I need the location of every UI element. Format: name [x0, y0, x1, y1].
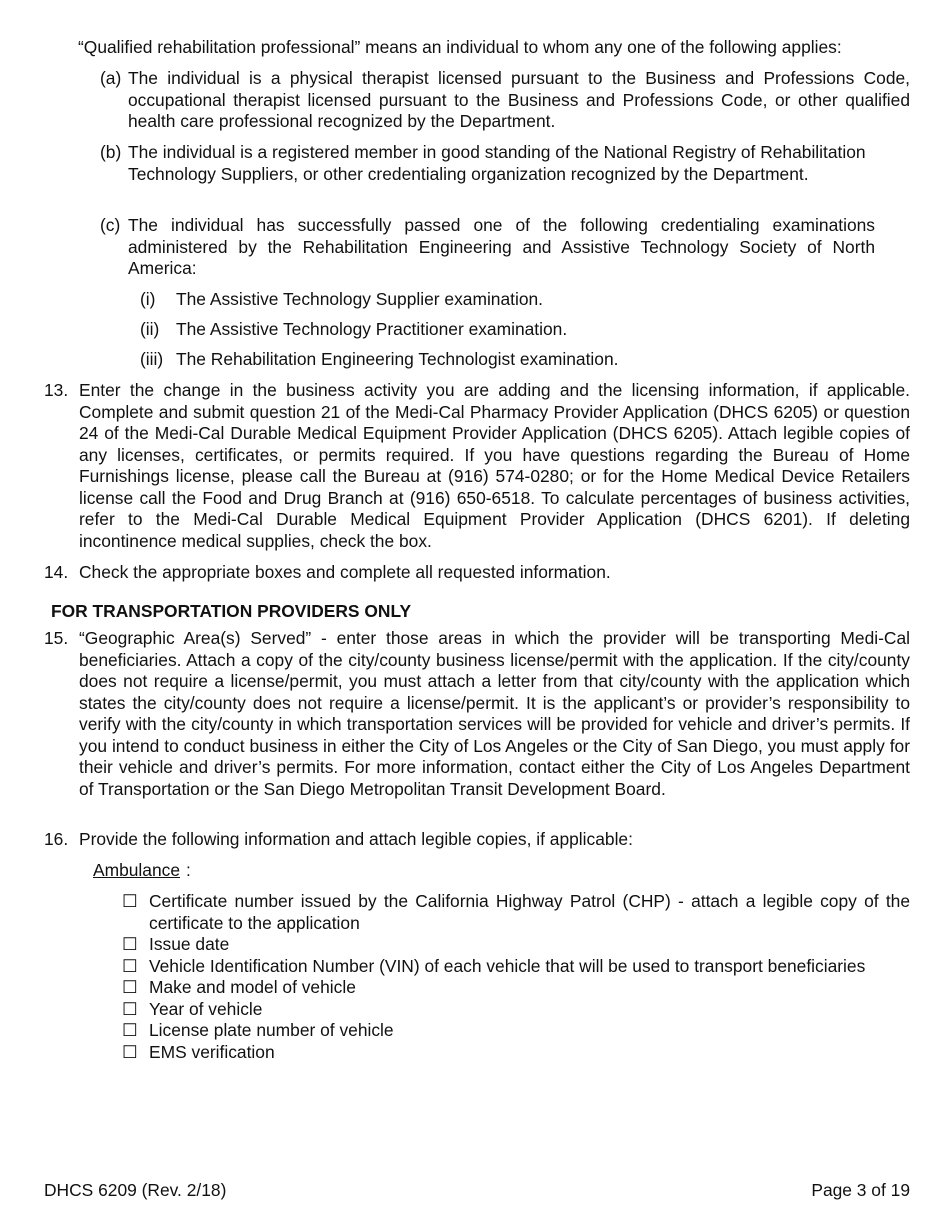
item-number: 14. [44, 562, 69, 582]
sublist-item-iii [140, 349, 900, 371]
checkbox-icon: ☐ [122, 955, 138, 976]
item-text: Check the appropriate boxes and complete all requested information. [79, 562, 611, 582]
ambulance-subheading [93, 860, 180, 882]
checkbox-icon: ☐ [122, 1020, 138, 1040]
list-text: The individual is a registered member in good standing of the National Registry of Rehabilitation Technology Suppliers, or other credentialing organization recognized by the Department. [128, 142, 866, 184]
numbered-item-14 [44, 562, 910, 584]
page-number: Page 3 of 19 [811, 1180, 910, 1200]
subheading-text: Ambulance [93, 860, 181, 880]
checklist-text: Vehicle Identification Number (VIN) of each vehicle that will be used to transport beneficiaries [149, 955, 866, 976]
checklist-item [122, 934, 910, 956]
checkbox-icon: ☐ [122, 977, 138, 997]
item-number: 16. [44, 829, 69, 849]
checklist-item [122, 956, 910, 978]
sublist-item-ii [140, 319, 900, 341]
list-label: (c) [100, 215, 121, 235]
form-number: DHCS 6209 (Rev. 2/18) [44, 1180, 227, 1200]
list-label: (a) [100, 68, 122, 88]
numbered-item-16 [44, 829, 910, 851]
checklist-item [122, 1042, 910, 1064]
checkbox-icon: ☐ [122, 934, 138, 954]
item-number: 15. [44, 628, 69, 648]
list-text: The individual has successfully passed one of the following credentialing examinations administered by the Rehabilitation Engineering and Assistive Technology Society of North America: [128, 215, 875, 278]
section-heading: FOR TRANSPORTATION PROVIDERS ONLY [51, 601, 412, 621]
list-label: (iii) [140, 349, 164, 369]
checklist-text: Year of vehicle [149, 998, 263, 1019]
intro-paragraph: “Qualified rehabilitation professional” means an individual to whom any one of the following applies: [78, 37, 842, 57]
checkbox-icon: ☐ [122, 1041, 138, 1062]
list-label: (ii) [140, 319, 160, 339]
list-item-a [100, 68, 910, 133]
checklist-item [122, 977, 910, 999]
checklist-text: Certificate number issued by the California Highway Patrol (CHP) - attach a legible copy of the certificate to the application [149, 891, 910, 933]
checklist-text: Issue date [149, 934, 230, 954]
subheading-colon: : [186, 860, 191, 880]
item-text: Provide the following information and attach legible copies, if applicable: [79, 829, 633, 849]
checklist-item [122, 999, 910, 1021]
numbered-item-15 [44, 628, 910, 800]
list-item-c [100, 215, 875, 280]
checklist-text: Make and model of vehicle [149, 977, 356, 997]
numbered-item-13 [44, 380, 910, 552]
item-text: Enter the change in the business activity you are adding and the licensing information, if applicable. Complete and submit question 21 of the Medi-Cal Pharmacy Provider Application (DHCS 6205) or question 24 of the Medi-Cal Durable Medical Equipment Provider Application (DHCS 6205). Attach legible copies of any licenses, certificates, or permits required. If you have questions regarding the Bureau of Home Furnishings license, please call the Bureau at (916) 574-0280; or for the Home Medical Device Retailers license call the Food and Drug Branch at (916) 650-6518. To calculate percentages of business activities, refer to the Medi-Cal Durable Medical Equipment Provider Application (DHCS 6201). If deleting incontinence medical supplies, check the box. [79, 380, 910, 551]
item-number: 13. [44, 380, 69, 400]
checklist-item [122, 891, 910, 934]
sublist-item-i [140, 289, 900, 311]
checklist-text: EMS verification [149, 1041, 275, 1062]
checklist-item [122, 1020, 910, 1042]
list-text: The Assistive Technology Practitioner examination. [176, 319, 568, 339]
ambulance-checklist [122, 891, 910, 1063]
list-text: The Rehabilitation Engineering Technologist examination. [176, 349, 619, 369]
checklist-text: License plate number of vehicle [149, 1020, 394, 1040]
list-label: (b) [100, 142, 122, 162]
list-text: The Assistive Technology Supplier examination. [176, 289, 544, 309]
item-text: “Geographic Area(s) Served” - enter those areas in which the provider will be transporting Medi-Cal beneficiaries. Attach a copy of the city/county business license/permit with the application. If the city/county does not require a license/permit, you must attach a letter from that city/county with the application which states the city/county does not require a license/permit. It is the applicant’s or provider’s responsibility to verify with the city/county in which transportation services will be provided for vehicle and driver’s permits. If you intend to conduct business in either the City of Los Angeles or the City of San Diego, you must apply for their vehicle and driver’s permits. For more information, contact either the City of Los Angeles Department of Transportation or the San Diego Metropolitan Transit Development Board. [79, 628, 910, 799]
checkbox-icon: ☐ [122, 891, 138, 911]
list-text: The individual is a physical therapist licensed pursuant to the Business and Professions Code, occupational therapist licensed pursuant to the Business and Professions Code, or other qualified health care professional recognized by the Department. [128, 68, 910, 131]
checkbox-icon: ☐ [122, 998, 138, 1019]
list-label: (i) [140, 289, 156, 309]
list-item-b [100, 142, 890, 185]
